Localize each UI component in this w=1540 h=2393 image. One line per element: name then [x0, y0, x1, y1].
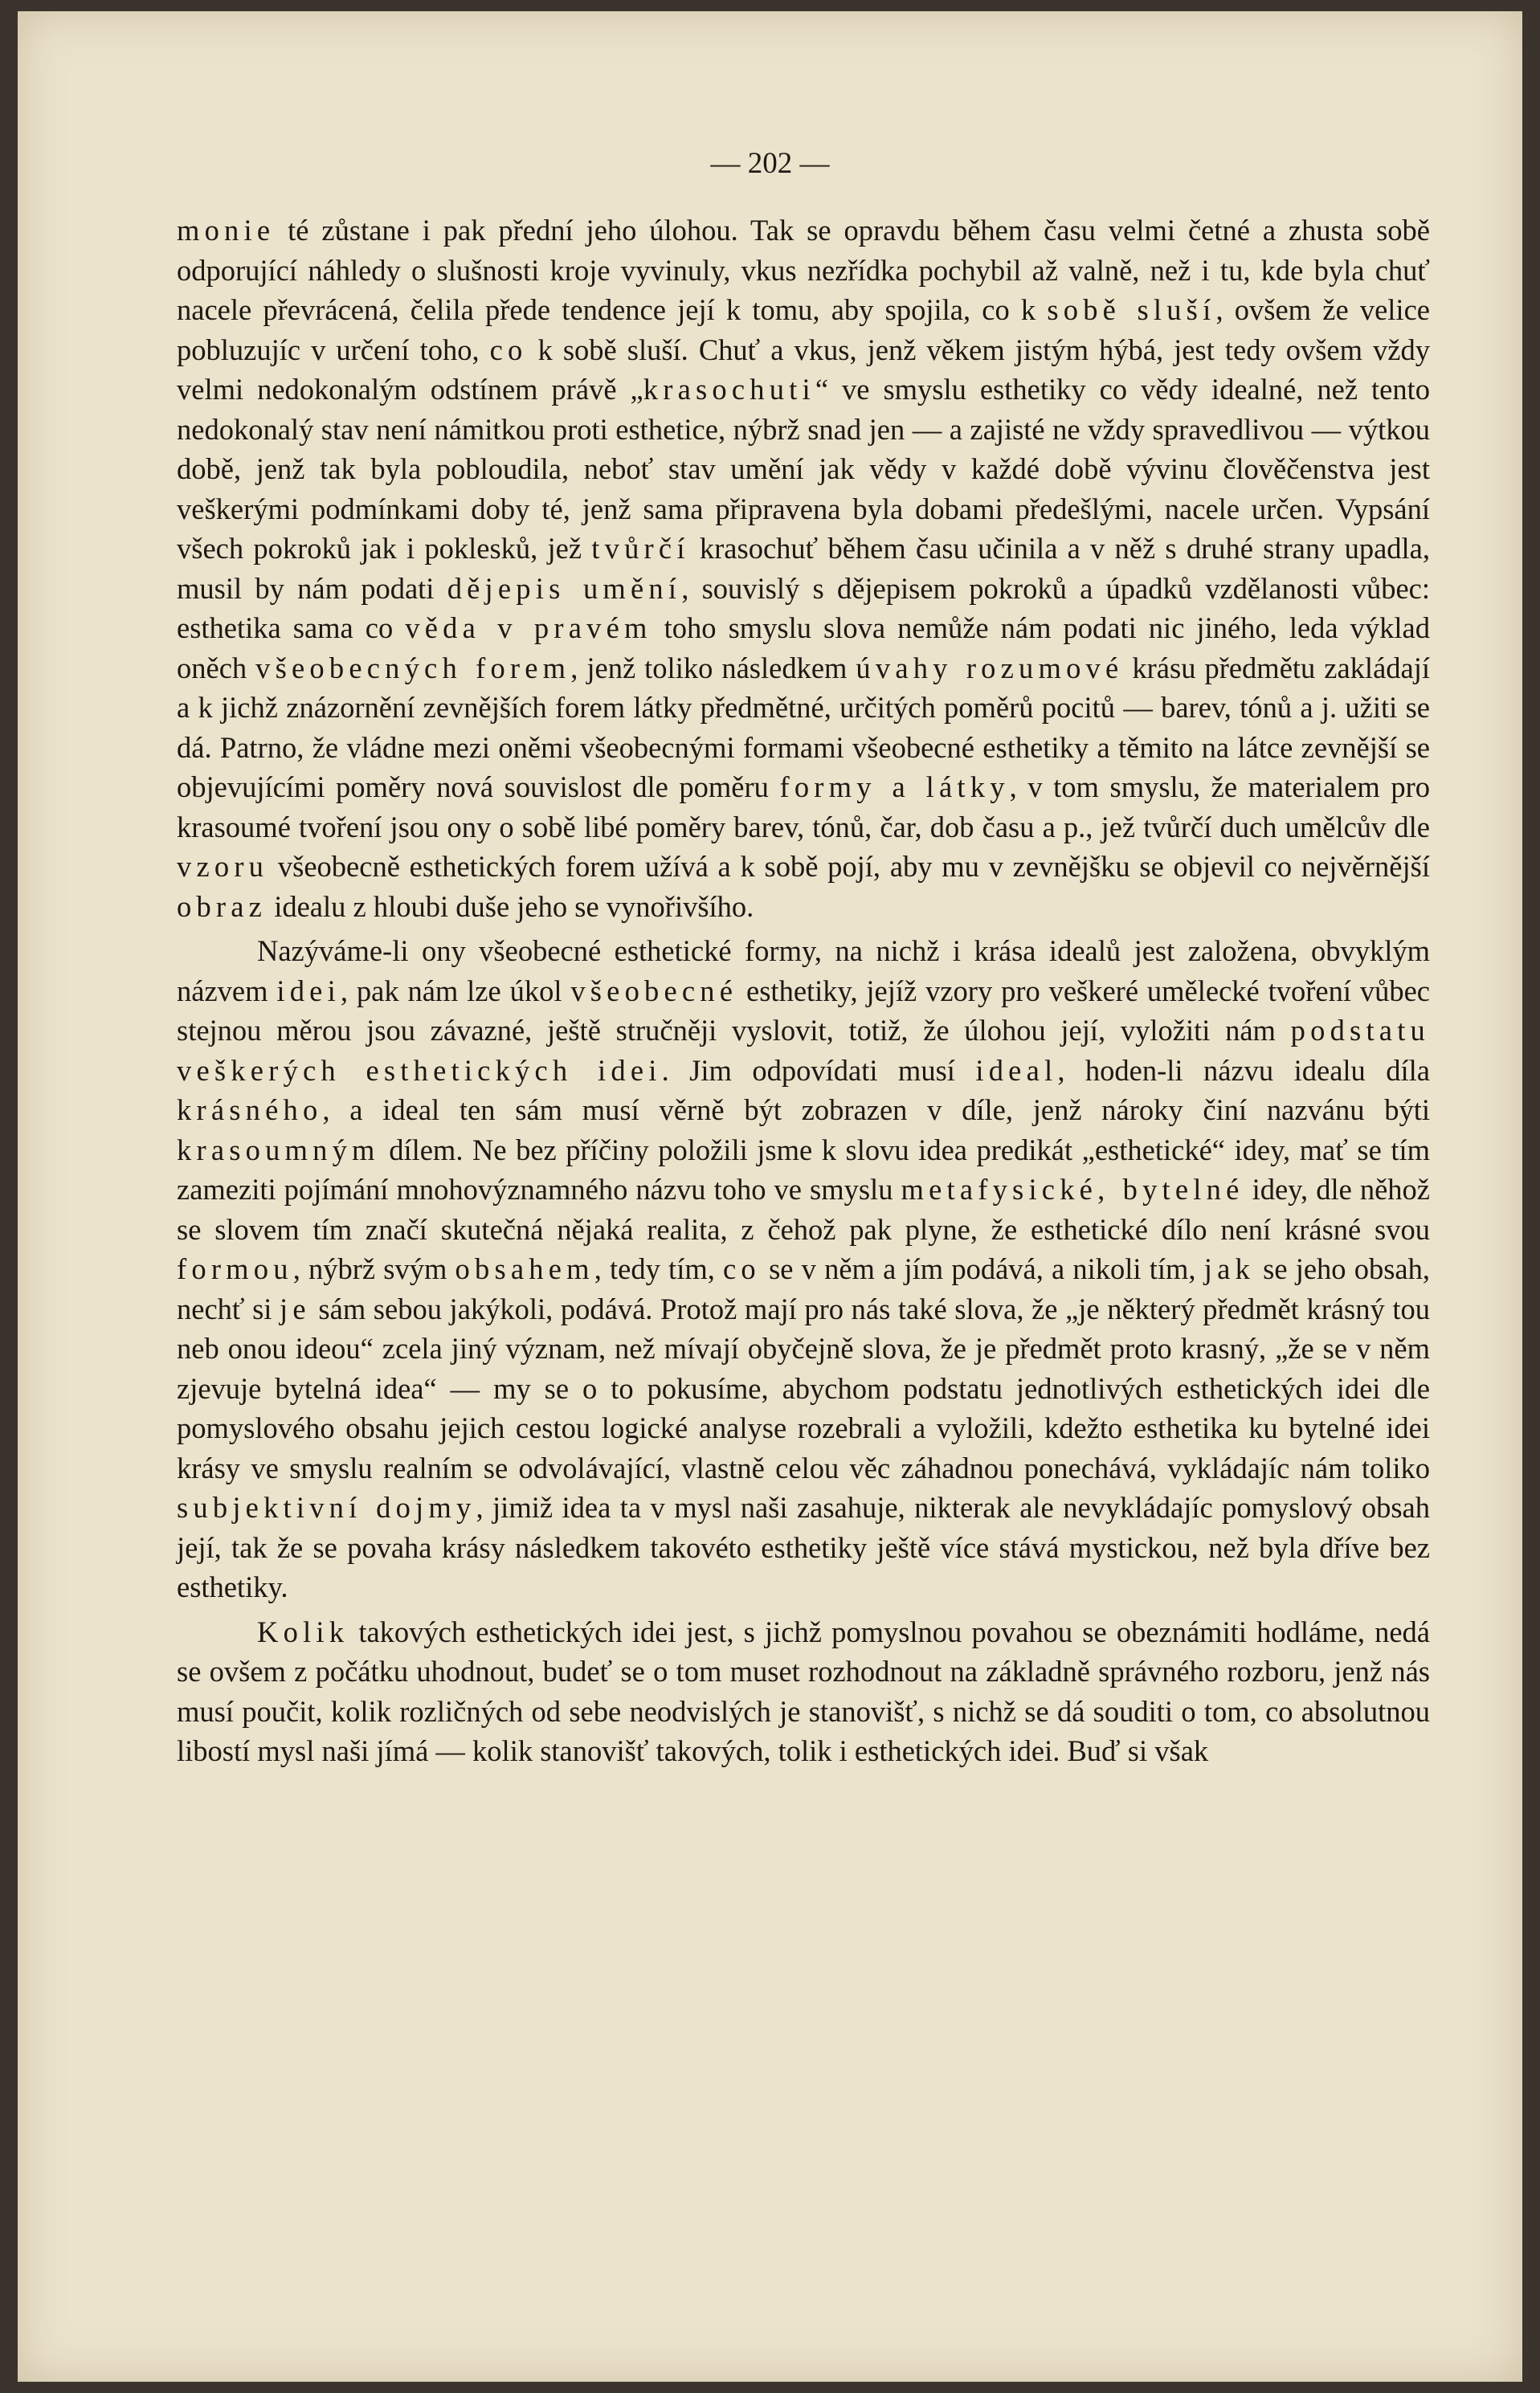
emphasized-text: formy a látky [779, 770, 1010, 803]
text-run: , a ideal ten sám musí věrně být zobrazen v díle, jenž nároky činí nazvánu býti [322, 1093, 1430, 1126]
emphasized-text: krasochuti [643, 373, 815, 406]
emphasized-text: obraz [177, 889, 268, 923]
emphasized-text: krasoumným [177, 1133, 380, 1166]
text-run: k sobě sluší. Chuť a vkus, jenž věkem jistým hýbá, jest tedy ovšem vždy velmi nedokonalým odstínem právě „ [177, 333, 1430, 406]
text-run: , v tom smyslu, že materialem pro krasoumé tvoření jsou ony o sobě libé poměry barev, tónů, čar, dob času a p., jež tvůrčí duch umělcův dle [177, 770, 1430, 843]
page-number: — 202 — [710, 147, 830, 180]
emphasized-text: dějepis umění [447, 571, 682, 605]
text-run: takových esthetických idei jest, s jichž pomyslnou povahou se obeznámiti hodláme, nedá se ovšem z počátku uhodnout, budeť se o tom muset rozhodnout na základně správného rozboru, jenž nás musí poučit, kolik rozličných od sebe neodvislých je stanovišť, s nichž se dá souditi o tom, co absolutnou libostí mysl naši jímá — kolik stanovišť takových, tolik i esthetických idei. Buď si však [177, 1615, 1430, 1767]
emphasized-text: obsahem [455, 1252, 594, 1285]
emphasized-text: jak [1203, 1252, 1255, 1285]
text-run: se jeho obsah, nechť si [177, 1252, 1431, 1325]
text-run: , hoden-li názvu idealu díla [1057, 1053, 1430, 1087]
emphasized-text: je [280, 1292, 311, 1325]
text-run: sám sebou jakýkoli, podává. Protož mají pro nás také slova, že „je některý předmět krásný tou neb onou ideou“ zcela jiný význam, než mívají obyčejně slova, že je předmět proto krasný, „že se v něm zjevuje bytelná idea“ — my se o to pokusíme, abychom podstatu jednotlivých esthetických idei dle pomyslového obsahu jejich cestou logické analyse rozebrali a vyložili, kdežto esthetika ku bytelné idei krásy ve smyslu realním se odvolávající, vlastně celou věc záhadnou ponechává, vykládajíc nám toliko [177, 1292, 1431, 1484]
emphasized-text: co [723, 1252, 761, 1285]
text-run: esthetiky, jejíž vzory pro veškeré umělecké tvoření vůbec stejnou měrou jsou závazné, ještě stručněji vyslovit, totiž, že úlohou její, vyložiti nám [177, 974, 1430, 1047]
emphasized-text: tvůrčí [591, 532, 690, 565]
emphasized-text: všeobecných forem [255, 651, 571, 684]
text-run: všeobecně esthetických forem užívá a k sobě pojí, aby mu v zevnějšku se objevil co nejvěrnější [268, 850, 1430, 883]
paragraph-3 [177, 1612, 1430, 1771]
text-run: té zůstane i pak přední jeho úlohou. Tak se opravdu během času velmi četné a zhusta sobě odporující náhledy o slušnosti kroje vyvinuly, vkus nezřídka pochybil až valně, než i tu, kde byla chuť nacele převrácená, čelila přede tendence její k tomu, aby spojila, co k [177, 214, 1430, 326]
text-run: , ovšem že velice pobluzujíc v určení toho, [177, 293, 1430, 366]
text-run: se v něm a jím podává, a nikoli tím, [760, 1252, 1204, 1285]
text-run: krasochuť během času učinila a v něž s druhé strany upadla, musil by nám podati [177, 532, 1430, 605]
emphasized-text: vzoru [177, 850, 269, 883]
text-run: , souvislý s dějepisem pokroků a úpadků vzdělanosti vůbec: esthetika sama co [177, 571, 1430, 644]
text-run: “ ve smyslu esthetiky co vědy idealné, než tento nedokonalý stav není námitkou proti esthetice, nýbrž snad jen — a zajisté ne vždy spravedlivou — výtkou době, jenž tak byla pobloudila, neboť stav umění jak vědy v každé době vývinu člověčenstva jest veškerými podmínkami doby té, jenž sama připravena byla dobami předešlými, nacele určen. Vypsání všech pokroků jak i poklesků, jež [177, 373, 1430, 565]
emphasized-text: věda v pravém [405, 611, 652, 644]
emphasized-text: krásného [177, 1093, 323, 1126]
emphasized-text: všeobecné [570, 974, 738, 1007]
text-run: , nýbrž svým [292, 1252, 455, 1285]
text-run: , jenž toliko následkem [570, 651, 856, 684]
emphasized-text: ideal [975, 1053, 1058, 1087]
text-run: dílem. Ne bez příčiny položili jsme k slovu idea predikát „esthetické“ idey, mať se tím zameziti pojímání mnohovýznamného názvu toho ve smyslu [177, 1133, 1430, 1206]
text-run: idey, dle něhož se slovem tím značí skutečná nějaká realita, z čehož pak plyne, že esthetické dílo není krásné svou [177, 1173, 1430, 1246]
emphasized-text: Kolik [257, 1615, 349, 1648]
text-run: , pak nám lze úkol [340, 974, 571, 1007]
emphasized-text: úvahy rozumové [856, 651, 1124, 684]
paragraph-1 [177, 210, 1430, 926]
emphasized-text: podstatu veškerých esthetických idei [177, 1014, 1430, 1087]
text-run: idealu z hloubi duše jeho se vynořivšího. [267, 889, 754, 923]
text-run: toho smyslu slova nemůže nám podati nic jiného, leda výklad oněch [177, 611, 1430, 684]
emphasized-text: idei [276, 974, 341, 1007]
emphasized-text: metafysické, bytelné [901, 1173, 1244, 1206]
text-run: Nazýváme-li ony všeobecné esthetické formy, na nichž i krása idealů jest založena, obvyklým názvem [177, 934, 1430, 1007]
body-text [177, 210, 1430, 1771]
emphasized-text: subjektivní dojmy [177, 1491, 476, 1524]
text-run: krásu předmětu zakládají a k jichž znázornění zevnějších forem látky předmětné, určitých poměrů pocitů — barev, tónů a j. užiti se dá. Patrno, že vládne mezi oněmi všeobecnými formami všeobecné esthetiky a těmito na látce zevnější se objevujícími poměry nová souvislost dle poměru [177, 651, 1430, 803]
emphasized-text: sobě sluší [1047, 293, 1216, 326]
text-run: , jimiž idea ta v mysl naši zasahuje, nikterak ale nevykládajíc pomyslový obsah její, tak že se povaha krásy následkem takovéto esthetiky ještě více stává mystickou, než byla dříve bez esthetiky. [177, 1491, 1430, 1603]
text-run: , tedy tím, [594, 1252, 724, 1285]
book-page [18, 11, 1522, 2382]
emphasized-text: formou [177, 1252, 293, 1285]
emphasized-text: co [489, 333, 528, 366]
paragraph-2 [177, 931, 1430, 1607]
emphasized-text: monie [177, 214, 276, 247]
text-run: . Jim odpovídati musí [661, 1053, 976, 1087]
